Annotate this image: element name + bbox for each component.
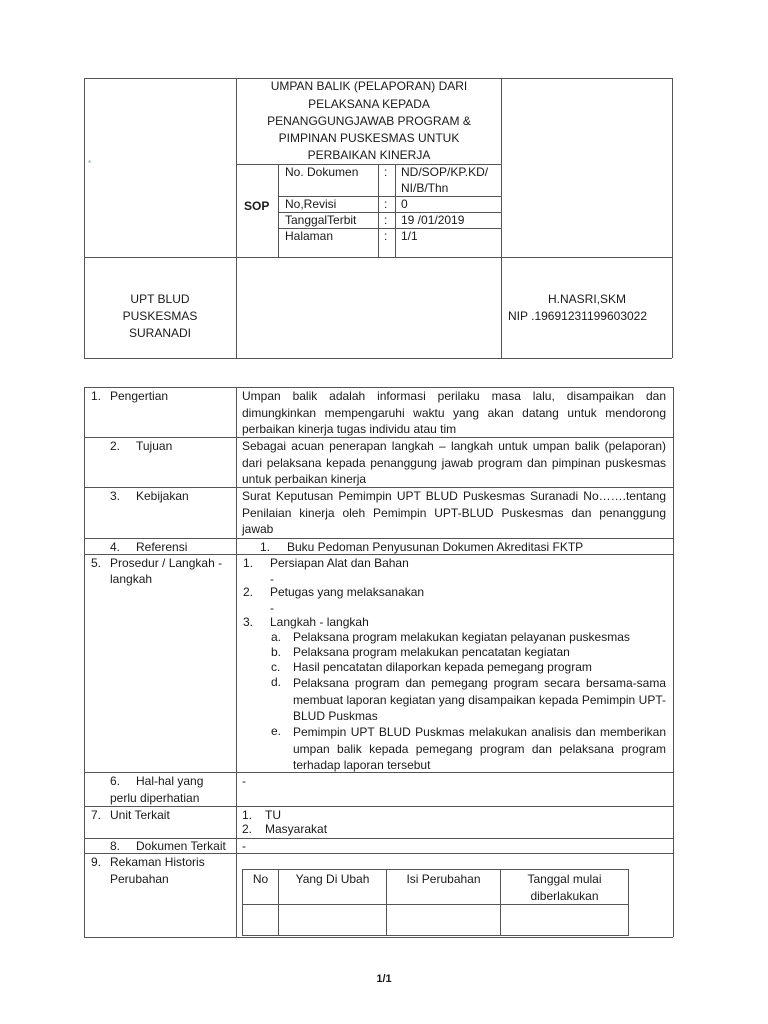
list-item-text: Buku Pedoman Penyusunan Dokumen Akreditasi FKTP bbox=[287, 540, 584, 554]
row-label: Unit Terkait bbox=[110, 808, 170, 822]
row-content: Surat Keputusan Pemimpin UPT BLUD Puskesmas Suranadi No…….tentang Penilaian kinerja oleh Pemimpin UPT-BLUD Puskesmas dan penanggung jawab bbox=[242, 489, 666, 536]
step-letter: a. bbox=[271, 630, 282, 644]
history-header-date: diberlakukan bbox=[530, 889, 599, 903]
list-item-number: 2. bbox=[243, 585, 254, 599]
org-line: UPT BLUD bbox=[130, 292, 190, 306]
row-number: 8. bbox=[110, 839, 121, 853]
doc-row-value: 19 /01/2019 bbox=[401, 213, 465, 227]
row-number: 4. bbox=[110, 540, 121, 554]
history-header-no: No bbox=[252, 872, 269, 886]
step-letter: e. bbox=[271, 724, 282, 738]
doc-row-value: ND/SOP/KP.KD/ bbox=[401, 165, 489, 179]
signer-nip: NIP .19691231199603022 bbox=[508, 309, 648, 323]
title-line: UMPAN BALIK (PELAPORAN) DARI bbox=[270, 79, 468, 93]
title-line: PENANGGUNGJAWAB PROGRAM & bbox=[267, 114, 471, 128]
step-text: Pelaksana program dan pemegang program secara bersama-sama membuat laporan kegiatan yang disampaikan kepada Pemimpin UPT-BLUD Puskmas bbox=[293, 676, 666, 723]
signer-name: H.NASRI,SKM bbox=[547, 292, 626, 306]
history-header-content: Isi Perubahan bbox=[406, 872, 481, 886]
row-label: Tujuan bbox=[136, 439, 173, 453]
org-line: SURANADI bbox=[128, 326, 191, 340]
row-content: Sebagai acuan penerapan langkah – langkah untuk umpan balik (pelaporan) dari pelaksana kepada penanggung jawab program dan pimpinan puskesmas untuk perbaikan kinerja bbox=[242, 439, 666, 486]
row-content: Umpan balik adalah informasi perilaku masa lalu, disampaikan dan dimungkinkan mempengaruhi waktu yang akan datang untuk mendorong perbaikan kinerja tugas individu atau tim bbox=[242, 389, 666, 436]
list-item-number: 2. bbox=[242, 822, 253, 836]
row-label: perlu diperhatian bbox=[110, 791, 200, 805]
doc-row-colon: : bbox=[384, 165, 388, 179]
row-label: Perubahan bbox=[110, 872, 169, 886]
list-item-number: 1. bbox=[242, 808, 253, 822]
history-header-changed: Yang Di Ubah bbox=[295, 872, 370, 886]
doc-row-label: Halaman bbox=[285, 229, 334, 243]
title-line: PELAKSANA KEPADA bbox=[308, 97, 430, 111]
list-item-text: Masyarakat bbox=[265, 822, 328, 836]
step-letter: b. bbox=[271, 645, 282, 659]
decorative-mark: * bbox=[88, 159, 92, 168]
row-label: Hal-hal yang bbox=[136, 774, 204, 788]
step-letter: c. bbox=[271, 660, 281, 674]
row-label: Kebijakan bbox=[136, 489, 189, 503]
title-line: PERBAIKAN KINERJA bbox=[307, 148, 431, 162]
row-number: 5. bbox=[91, 556, 102, 570]
row-number: 6. bbox=[110, 774, 121, 788]
row-content: - bbox=[242, 774, 246, 788]
step-text: Pelaksana program melakukan pencatatan kegiatan bbox=[293, 645, 570, 659]
history-header-date: Tanggal mulai bbox=[527, 872, 602, 886]
doc-row-colon: : bbox=[384, 197, 388, 211]
row-label: Prosedur / Langkah - bbox=[110, 556, 223, 570]
doc-row-label: No,Revisi bbox=[285, 197, 337, 211]
step-text: Pemimpin UPT BLUD Puskmas melakukan analisis dan memberikan umpan balik kepada pemegang program dan pelaksana program terhadap laporan tersebut bbox=[293, 725, 666, 772]
step-letter: d. bbox=[271, 675, 282, 689]
title-line: PIMPINAN PUSKESMAS UNTUK bbox=[278, 131, 460, 145]
row-label: langkah bbox=[110, 572, 153, 586]
row-number: 2. bbox=[110, 439, 121, 453]
doc-row-colon: : bbox=[384, 213, 388, 227]
page-number: 1/1 bbox=[376, 973, 392, 985]
row-number: 1. bbox=[91, 389, 102, 403]
list-item-number: 3. bbox=[243, 615, 254, 629]
row-content: - bbox=[242, 839, 246, 853]
doc-row-colon: : bbox=[384, 229, 388, 243]
row-number: 7. bbox=[91, 808, 102, 822]
list-item-text: Persiapan Alat dan Bahan bbox=[270, 556, 409, 570]
doc-row-value: NI/B/Thn bbox=[401, 181, 449, 195]
step-text: Pelaksana program melakukan kegiatan pelayanan puskesmas bbox=[293, 630, 630, 644]
doc-row-label: TanggalTerbit bbox=[285, 213, 357, 227]
doc-row-label: No. Dokumen bbox=[285, 165, 359, 179]
row-label: Referensi bbox=[136, 540, 188, 554]
row-label: Pengertian bbox=[110, 389, 169, 403]
list-item-dash: - bbox=[270, 601, 274, 615]
doc-row-value: 1/1 bbox=[401, 229, 418, 243]
list-item-dash: - bbox=[270, 572, 274, 586]
row-number: 3. bbox=[110, 489, 121, 503]
list-item-text: Petugas yang melaksanakan bbox=[270, 585, 425, 599]
list-item-number: 1. bbox=[243, 556, 254, 570]
row-number: 9. bbox=[91, 855, 102, 869]
org-line: PUSKESMAS bbox=[122, 309, 198, 323]
list-item-text: Langkah - langkah bbox=[270, 615, 369, 629]
doc-row-value: 0 bbox=[401, 197, 408, 211]
sop-label: SOP bbox=[244, 199, 270, 213]
list-item-number: 1. bbox=[260, 540, 271, 554]
list-item-text: TU bbox=[265, 808, 281, 822]
row-label: Rekaman Historis bbox=[110, 855, 205, 869]
row-label: Dokumen Terkait bbox=[136, 839, 226, 853]
step-text: Hasil pencatatan dilaporkan kepada pemegang program bbox=[293, 660, 592, 674]
